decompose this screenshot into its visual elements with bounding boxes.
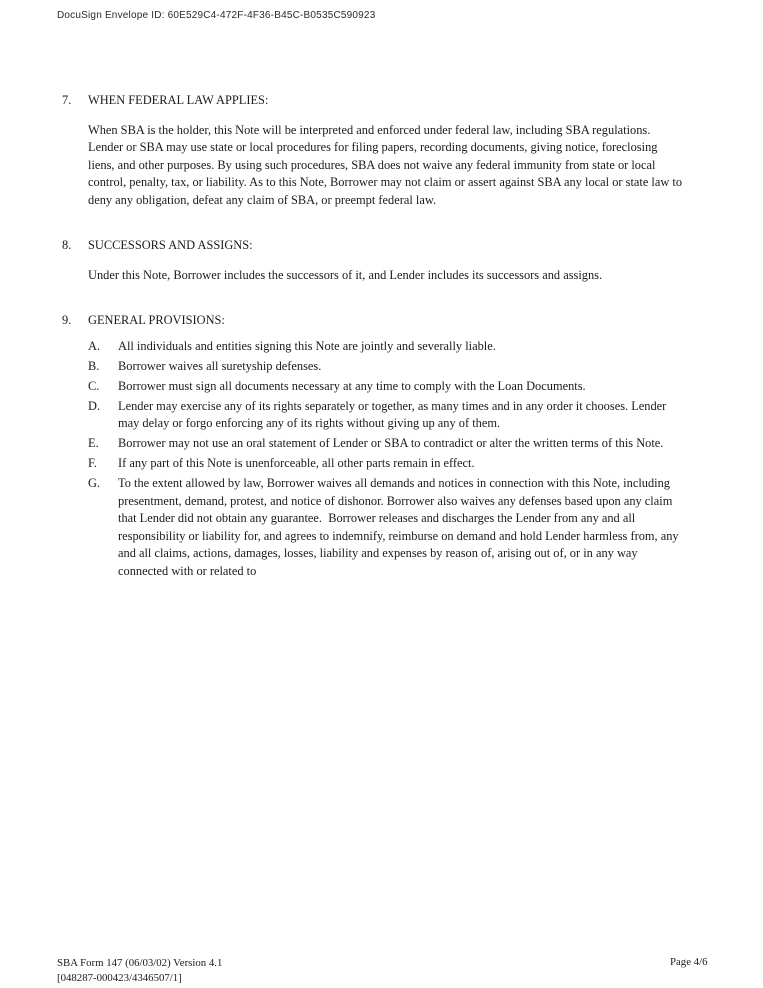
item-text: Lender may exercise any of its rights separately or together, as many times and in any order it chooses. Lender may delay or forgo enforcing any of its rights without giving up any of them. [118, 398, 670, 430]
item-text: If any part of this Note is unenforceable, all other parts remain in effect. [118, 456, 475, 470]
section-heading [62, 312, 684, 330]
section-paragraph: When SBA is the holder, this Note will be interpreted and enforced under federal law, including SBA regulations. Lender or SBA may use state or local procedures for filing papers, recording documents, giving notice, foreclosing liens, and other purposes. By using such procedures, SBA does not waive any federal immunity from state or local control, penalty, tax, or liability. As to this Note, Borrower may not claim or assert against SBA any local or state law to deny any obligation, defeat any claim of SBA, or preempt federal law. [88, 122, 683, 207]
provision-item-a [88, 338, 684, 356]
section-number: 9. [62, 313, 72, 327]
item-text: Borrower may not use an oral statement of Lender or SBA to contradict or alter the written terms of this Note. [118, 436, 664, 450]
section-title: WHEN FEDERAL LAW APPLIES: [88, 93, 269, 107]
docusign-envelope-id: DocuSign Envelope ID: 60E529C4-472F-4F36-B45C-B0535C590923 [57, 10, 376, 21]
section-paragraph: Under this Note, Borrower includes the successors of it, and Lender includes its successors and assigns. [88, 267, 603, 282]
provision-list [88, 338, 684, 581]
section-title: GENERAL PROVISIONS: [88, 313, 225, 327]
footer-form-line: SBA Form 147 (06/03/02) Version 4.1 [57, 957, 223, 969]
provision-item-f [88, 455, 684, 473]
item-letter: A. [88, 338, 101, 353]
provision-item-g [88, 475, 684, 580]
section-number: 7. [62, 93, 72, 107]
provision-item-c [88, 378, 684, 396]
section-number: 8. [62, 238, 72, 252]
section-federal-law [62, 92, 684, 209]
item-letter: F. [88, 456, 97, 470]
item-text: Borrower waives all suretyship defenses. [118, 358, 322, 373]
item-text: To the extent allowed by law, Borrower waives all demands and notices in connection with this Note, including presentment, demand, protest, and notice of dishonor. Borrower also waives any defenses based upon any claim that Lender did not obtain any guarantee. Borrower releases and discharges the Lender from any and all responsibility or liability for, and agrees to indemnify, reimburse on demand and hold Lender harmless from, any and all claims, actions, damages, losses, liability and expenses by reason of, arising out of, or in any way connected with or related to [118, 476, 682, 578]
section-heading [62, 237, 684, 255]
provision-item-e [88, 435, 684, 453]
footer-form-info [57, 956, 222, 985]
footer-page-number: Page 4/6 [670, 956, 708, 968]
section-title: SUCCESSORS AND ASSIGNS: [88, 238, 253, 252]
section-successors-assigns [62, 237, 684, 284]
document-body [62, 92, 684, 583]
item-letter: C. [88, 378, 100, 393]
section-general-provisions [62, 312, 684, 580]
item-letter: D. [88, 398, 101, 413]
provision-item-b [88, 358, 684, 376]
footer-reference-line: [048287-000423/4346507/1] [57, 971, 182, 984]
provision-item-d [88, 398, 684, 433]
item-letter: B. [88, 358, 100, 373]
item-letter: G. [88, 476, 101, 490]
item-letter: E. [88, 436, 99, 450]
item-text: Borrower must sign all documents necessary at any time to comply with the Loan Documents. [118, 378, 586, 393]
item-text: All individuals and entities signing this Note are jointly and severally liable. [118, 338, 496, 353]
section-heading [62, 92, 684, 110]
